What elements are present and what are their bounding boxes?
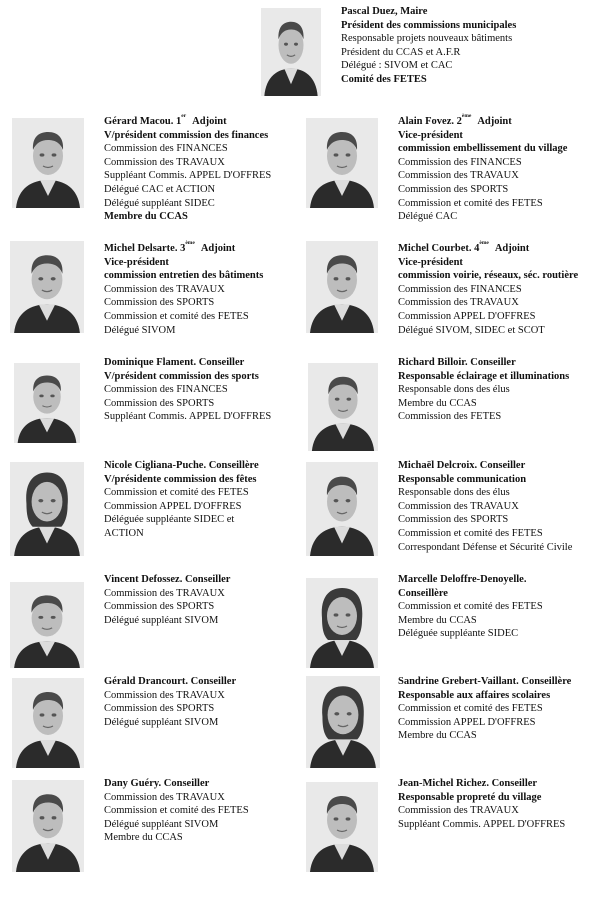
member-block (398, 777, 565, 831)
member-name: Sandrine Grebert-Vaillant. Conseillère (398, 676, 572, 687)
member-block (398, 573, 543, 641)
member-info-line: Commission APPEL D'OFFRES (104, 500, 242, 512)
ordinal-suffix: ème (185, 240, 195, 246)
member-name: Jean-Michel Richez. Conseiller (398, 778, 538, 789)
member-info-line: Commission et comité des FETES (104, 487, 249, 499)
member-block (104, 115, 271, 224)
member-info-line: Commission des FINANCES (104, 384, 228, 396)
member-block (398, 242, 578, 337)
member-photo (306, 578, 378, 668)
mayor-block (341, 5, 516, 87)
member-info-line: Vice-président (398, 256, 463, 268)
member-info-line: Président du CCAS et A.F.R (341, 46, 461, 58)
member-info-line: Délégué : SIVOM et CAC (341, 60, 453, 72)
member-name-line (104, 459, 259, 473)
member-photo (10, 582, 84, 668)
member-info-line: Déléguée suppléante SIDEC (398, 628, 519, 640)
member-info-line: Responsable dons des élus (398, 384, 510, 396)
member-info-line: Membre du CCAS (398, 730, 477, 742)
member-info-line: Conseillère (398, 587, 448, 599)
member-block (398, 115, 567, 224)
member-name-line (104, 675, 236, 689)
member-info-line: Délégué suppléant SIDEC (104, 197, 215, 209)
member-info-line: Responsable aux affaires scolaires (398, 689, 551, 701)
member-photo (308, 363, 378, 451)
member-photo (306, 241, 378, 333)
member-info-line: Commission et comité des FETES (398, 527, 543, 539)
member-info-line: Commission des FINANCES (398, 283, 522, 295)
member-name-line (398, 356, 569, 370)
member-info-line: Commission des SPORTS (104, 703, 215, 715)
member-info-line: Responsable propreté du village (398, 791, 542, 803)
member-info-line: Suppléant Commis. APPEL D'OFFRES (398, 818, 566, 830)
member-name-line (398, 459, 572, 473)
member-photo (12, 118, 84, 208)
member-name-line (398, 675, 571, 689)
member-name: Nicole Cigliana-Puche. Conseillère (104, 460, 259, 471)
member-name: Alain Fovez. 2 (398, 116, 462, 127)
member-photo (10, 462, 84, 556)
member-block (104, 242, 263, 337)
member-info-line: commission entretien des bâtiments (104, 270, 264, 282)
member-block (104, 459, 259, 541)
member-info-line: Suppléant Commis. APPEL D'OFFRES (104, 411, 272, 423)
member-info-line: Membre du CCAS (398, 397, 477, 409)
mayor-photo (261, 8, 321, 96)
member-name-line (398, 573, 543, 587)
member-info-line: Commission des FINANCES (104, 143, 228, 155)
member-info-line: commission voirie, réseaux, séc. routière (398, 270, 579, 282)
member-name: Michaël Delcroix. Conseiller (398, 460, 526, 471)
mayor-lines (341, 19, 516, 87)
member-info-line: Responsable éclairage et illuminations (398, 370, 570, 382)
member-photo (10, 241, 84, 333)
member-info-line: Membre du CCAS (104, 832, 183, 844)
member-name: Gérald Drancourt. Conseiller (104, 676, 237, 687)
member-title: Adjoint (477, 116, 512, 127)
member-photo (306, 118, 378, 208)
member-info-line: V/président commission des finances (104, 129, 269, 141)
member-info-line: Commission des SPORTS (104, 397, 215, 409)
member-info-line: Commission des SPORTS (104, 297, 215, 309)
member-name: Michel Delsarte. 3 (104, 243, 186, 254)
member-info-line: V/président commission des sports (104, 370, 259, 382)
member-name-line (104, 115, 271, 129)
member-name: Dany Guéry. Conseiller (104, 778, 210, 789)
member-info-line: Délégué suppléant SIVOM (104, 614, 219, 626)
member-info-line: Vice-président (104, 256, 169, 268)
member-info-line: ACTION (104, 527, 144, 539)
member-info-line: Commission des TRAVAUX (104, 587, 225, 599)
member-block (104, 356, 271, 424)
member-info-line: Commission des TRAVAUX (104, 689, 225, 701)
member-block (104, 573, 230, 627)
member-name: Pascal Duez, Maire (341, 6, 428, 17)
member-name: Dominique Flament. Conseiller (104, 357, 245, 368)
member-info-line: Commission des SPORTS (398, 514, 509, 526)
member-info-line: Commission et comité des FETES (398, 703, 543, 715)
member-info-line: Président des commissions municipales (341, 19, 517, 31)
member-title: Adjoint (200, 243, 236, 254)
member-info-line: Commission des SPORTS (398, 183, 509, 195)
member-name-line (104, 242, 263, 256)
member-info-line: Déléguée suppléante SIDEC et (104, 514, 235, 526)
member-info-line: Suppléant Commis. APPEL D'OFFRES (104, 170, 272, 182)
member-name-line (104, 777, 249, 791)
member-info-line: Commission des TRAVAUX (104, 283, 225, 295)
member-block (398, 459, 572, 554)
member-name-line (398, 242, 578, 256)
member-info-line: Commission des TRAVAUX (104, 791, 225, 803)
member-photo (306, 782, 378, 872)
member-info-line: V/présidente commission des fêtes (104, 473, 257, 485)
member-info-line: Commission et comité des FETES (398, 601, 543, 613)
member-name-line (398, 777, 565, 791)
member-name: Richard Billoir. Conseiller (398, 357, 516, 368)
member-block (104, 777, 249, 845)
member-block (104, 675, 236, 729)
member-info-line: Commission des FETES (398, 411, 502, 423)
member-info-line: Délégué SIVOM (104, 324, 176, 336)
member-info-line: Commission des FINANCES (398, 156, 522, 168)
member-info-line: Commission des TRAVAUX (104, 156, 225, 168)
member-name: Gérard Macou. 1 (104, 116, 182, 127)
member-photo (12, 780, 84, 872)
member-name: Marcelle Deloffre-Denoyelle. (398, 574, 527, 585)
member-title: Adjoint (192, 116, 227, 127)
member-info-line: Commission et comité des FETES (398, 197, 543, 209)
member-name-line (398, 115, 567, 129)
member-info-line: commission embellissement du village (398, 143, 568, 155)
member-name: Vincent Defossez. Conseiller (104, 574, 231, 585)
member-info-line: Commission et comité des FETES (104, 310, 249, 322)
member-info-line: Commission des TRAVAUX (398, 170, 519, 182)
member-photo (306, 462, 378, 556)
member-info-line: Responsable projets nouveaux bâtiments (341, 33, 513, 45)
member-photo (306, 676, 380, 768)
ordinal-suffix: ème (461, 113, 472, 119)
member-info-line: Comité des FETES (341, 73, 427, 85)
member-info-line: Commission APPEL D'OFFRES (398, 716, 536, 728)
member-info-line: Commission et comité des FETES (104, 805, 249, 817)
member-info-line: Correspondant Défense et Sécurité Civile (398, 541, 573, 553)
member-info-line: Vice-président (398, 129, 463, 141)
member-info-line: Délégué suppléant SIVOM (104, 818, 219, 830)
member-info-line: Commission des TRAVAUX (398, 500, 519, 512)
member-info-line: Délégué CAC et ACTION (104, 183, 216, 195)
member-info-line: Responsable communication (398, 473, 527, 485)
member-info-line: Responsable dons des élus (398, 487, 510, 499)
ordinal-suffix: ème (479, 240, 489, 246)
member-block (398, 356, 569, 424)
member-info-line: Délégué CAC (398, 211, 458, 223)
member-photo (12, 678, 84, 768)
member-info-line: Commission APPEL D'OFFRES (398, 310, 536, 322)
member-info-line: Commission des SPORTS (104, 601, 215, 613)
member-info-line: Commission des TRAVAUX (398, 805, 519, 817)
member-name: Michel Courbet. 4 (398, 243, 480, 254)
member-info-line: Délégué SIVOM, SIDEC et SCOT (398, 324, 545, 336)
member-name-line (104, 356, 271, 370)
member-name-line (104, 573, 230, 587)
member-photo (14, 363, 80, 443)
member-info-line: Délégué suppléant SIVOM (104, 716, 219, 728)
member-info-line: Membre du CCAS (398, 614, 477, 626)
member-info-line: Commission des TRAVAUX (398, 297, 519, 309)
member-block (398, 675, 571, 743)
ordinal-suffix: er (181, 113, 187, 119)
member-info-line: Membre du CCAS (104, 211, 188, 223)
member-title: Adjoint (494, 243, 530, 254)
